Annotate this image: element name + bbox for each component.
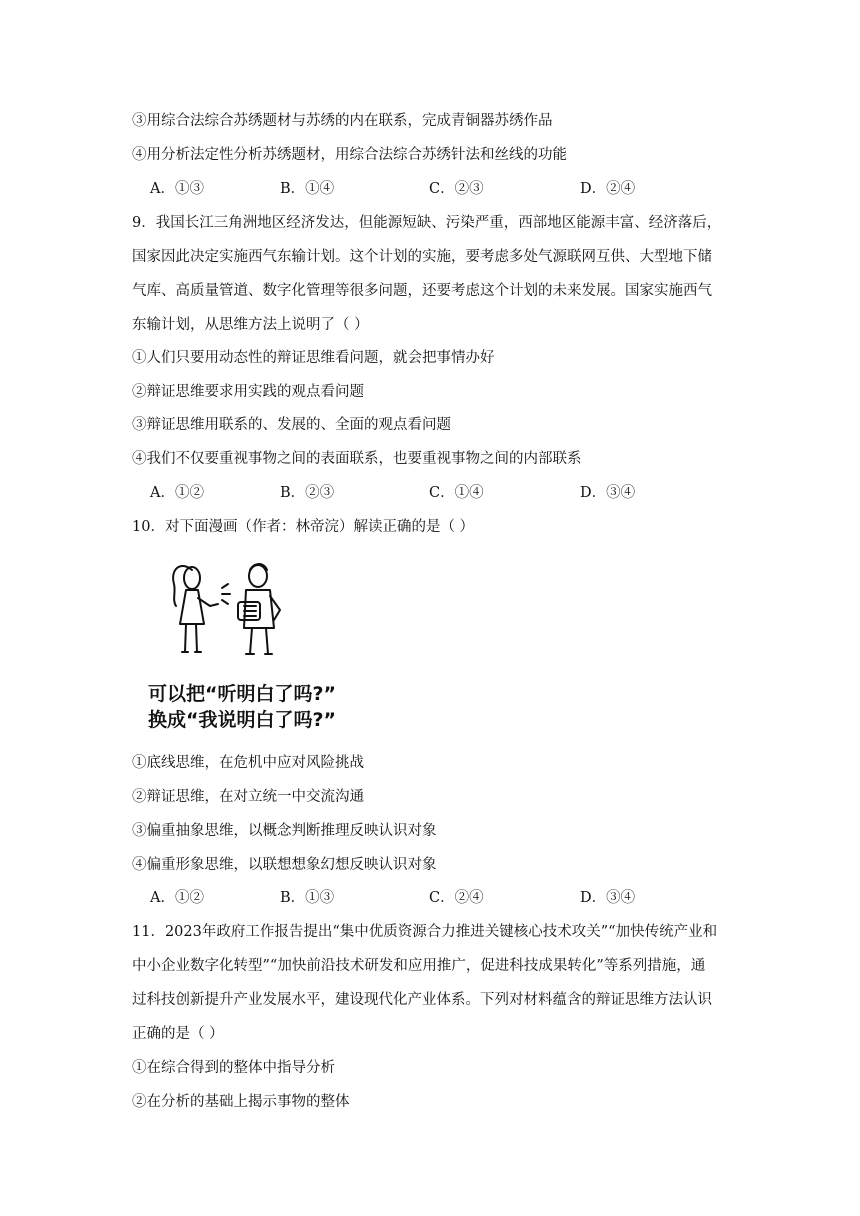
q8-option-a[interactable]: A．①③ [150, 181, 204, 197]
cartoon-caption-line-1: 可以把“听明白了吗?” [148, 683, 336, 705]
q9-option-d[interactable]: D．③④ [580, 485, 636, 501]
q11-statement-2: ②在分析的基础上揭示事物的整体 [132, 1094, 350, 1110]
q10-options [150, 888, 710, 908]
q10-statement-4: ④偏重形象思维，以联想想象幻想反映认识对象 [132, 857, 437, 873]
q9-stem-line-2: 国家因此决定实施西气东输计划。这个计划的实施，要考虑多处气源联网互供、大型地下储 [132, 249, 712, 265]
left-figure-body [180, 590, 204, 624]
q11-stem-line-3: 过科技创新提升产业发展水平，建设现代化产业体系。下列对材料蕴含的辩证思维方法认识 [132, 992, 712, 1008]
q9-option-a[interactable]: A．①② [150, 485, 204, 501]
q8-statement-4: ④用分析法定性分析苏绣题材，用综合法综合苏绣针法和丝线的功能 [132, 147, 567, 163]
q8-option-d[interactable]: D．②④ [580, 181, 636, 197]
left-figure-legs [185, 624, 197, 652]
q10-statement-1: ①底线思维，在危机中应对风险挑战 [132, 755, 364, 771]
q9-stem-line-1: 9．我国长江三角洲地区经济发达，但能源短缺、污染严重，西部地区能源丰富、经济落后， [132, 215, 722, 231]
q11-stem-line-4: 正确的是（ ） [132, 1026, 224, 1042]
q9-options [150, 483, 710, 503]
q9-statement-3: ③辩证思维用联系的、发展的、全面的观点看问题 [132, 417, 451, 433]
cartoon-caption-line-2: 换成“我说明白了吗?” [148, 709, 336, 731]
left-figure-hair [173, 566, 192, 606]
right-figure-legs [250, 628, 268, 654]
cartoon-figures [140, 548, 340, 668]
q9-statement-2: ②辩证思维要求用实践的观点看问题 [132, 384, 364, 400]
q10-stem: 10．对下面漫画（作者：林帝浣）解读正确的是（ ） [132, 519, 475, 535]
q8-option-b[interactable]: B．①④ [280, 181, 335, 197]
q9-option-b[interactable]: B．②③ [280, 485, 335, 501]
q11-stem-line-1: 11．2023年政府工作报告提出“集中优质资源合力推进关键核心技术攻关”“加快传统产业和 [132, 924, 718, 940]
q11-statement-1: ①在综合得到的整体中指导分析 [132, 1060, 335, 1076]
q8-statement-3: ③用综合法综合苏绣题材与苏绣的内在联系，完成青铜器苏绣作品 [132, 113, 553, 129]
q10-option-b[interactable]: B．①③ [280, 890, 335, 906]
q10-statement-2: ②辩证思维，在对立统一中交流沟通 [132, 789, 364, 805]
q10-option-a[interactable]: A．①② [150, 890, 204, 906]
q9-stem-line-3: 气库、高质量管道、数字化管理等很多问题，还要考虑这个计划的未来发展。国家实施西气 [132, 283, 712, 299]
q10-statement-3: ③偏重抽象思维，以概念判断推理反映认识对象 [132, 823, 437, 839]
q10-option-c[interactable]: C．②④ [429, 890, 484, 906]
q11-stem-line-2: 中小企业数字化转型”“加快前沿技术研发和应用推广，促进科技成果转化”等系列措施，通 [132, 958, 706, 974]
q10-option-d[interactable]: D．③④ [580, 890, 636, 906]
q9-statement-4: ④我们不仅要重视事物之间的表面联系，也要重视事物之间的内部联系 [132, 451, 582, 467]
q8-option-c[interactable]: C．②③ [429, 181, 484, 197]
q9-statement-1: ①人们只要用动态性的辩证思维看问题，就会把事情办好 [132, 350, 495, 366]
cartoon-illustration [140, 548, 340, 734]
q8-options [150, 179, 710, 199]
speech-marks [222, 584, 230, 604]
q9-stem-line-4: 东输计划，从思维方法上说明了（ ） [132, 317, 369, 333]
q9-option-c[interactable]: C．①④ [429, 485, 484, 501]
